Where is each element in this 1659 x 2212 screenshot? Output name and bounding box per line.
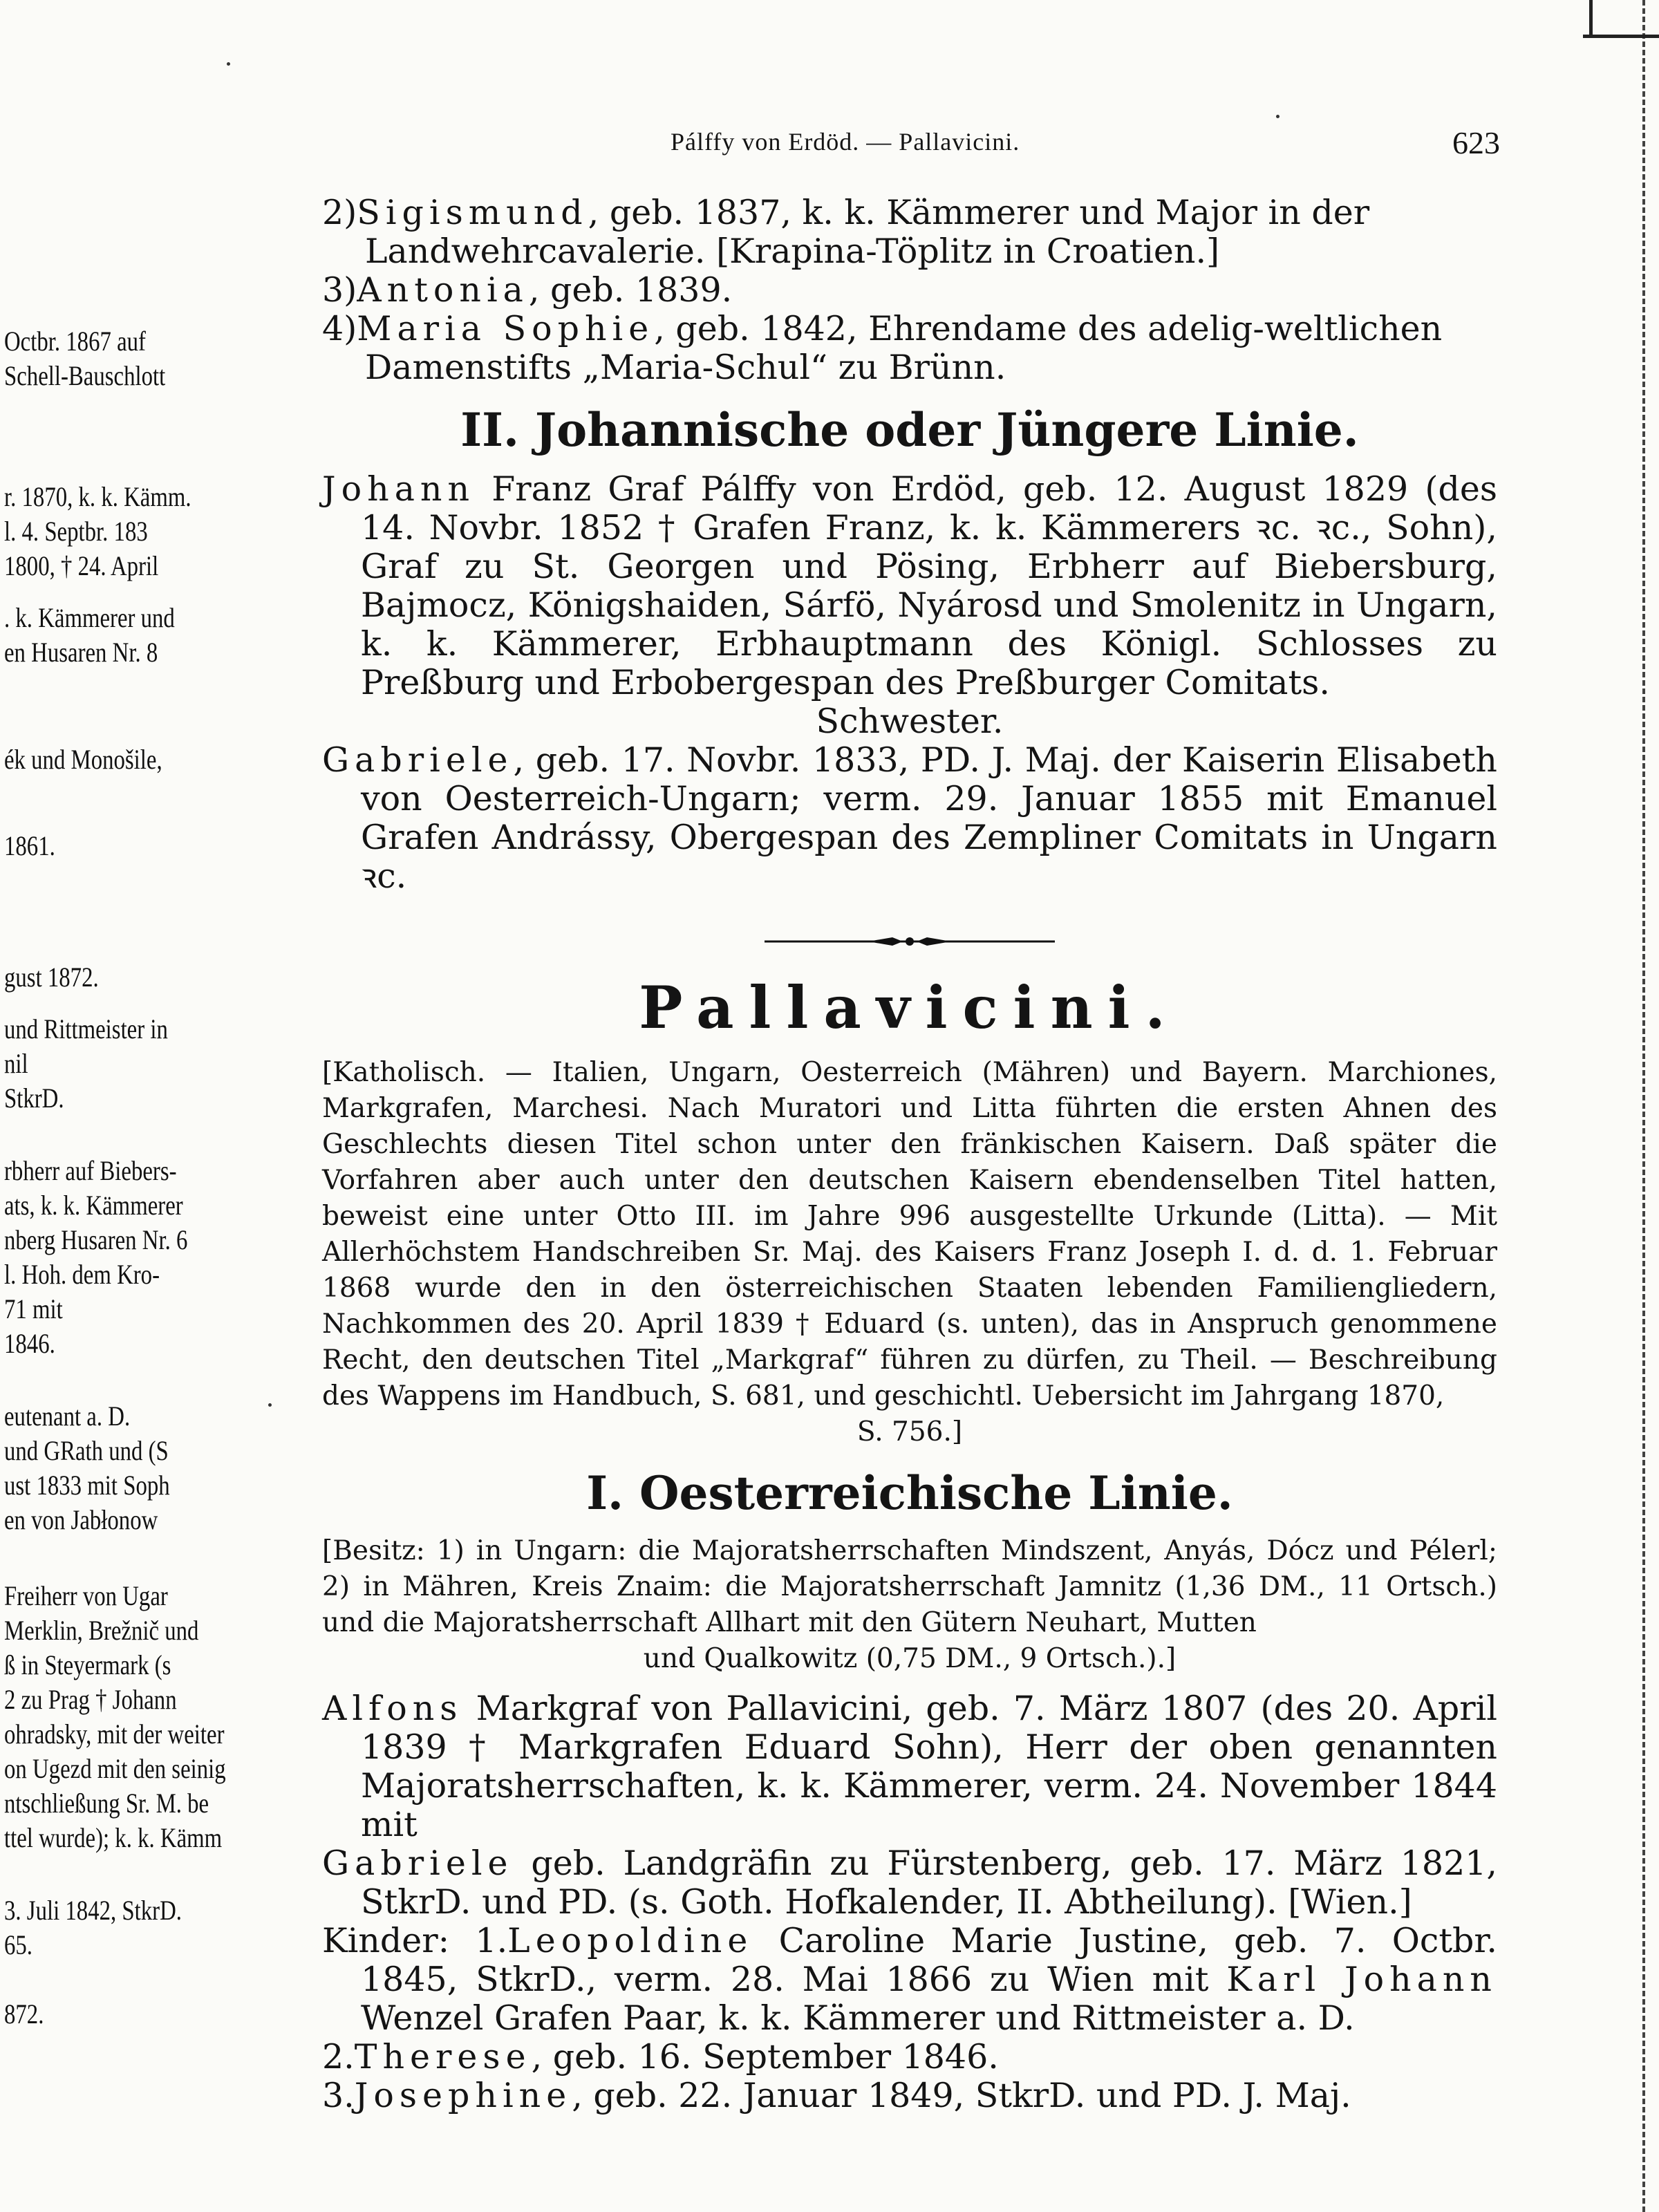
facing-page-fragment: 65. [4,1929,32,1960]
section-heading: I. Oesterreichische Linie. [586,1466,1233,1520]
section-heading: II. Johannische oder Jüngere Linie. [460,403,1359,457]
person-name: Josephine [354,2076,572,2115]
children-entry [322,1922,1497,2038]
facing-page-fragment: nil [4,1048,28,1079]
person-entry [322,1689,1497,1844]
facing-page-fragment: ust 1833 mit Soph [4,1470,170,1501]
page-body [322,194,1497,2115]
subheading-sister: Schwester. [816,702,1004,741]
facing-page-fragment: 2 zu Prag † Johann [4,1684,177,1715]
person-name: Sigismund [357,193,588,232]
person-name: Leopoldine [507,1921,753,1960]
estate-holdings [322,1533,1497,1677]
person-entry [322,470,1497,702]
facing-page-fragment: StkrD. [4,1082,64,1114]
item-number: 2) [322,193,357,232]
facing-page-fragment: l. 4. Septbr. 183 [4,516,148,547]
facing-page-fragment: en von Jabłonow [4,1504,158,1535]
speck [268,1403,272,1407]
person-name: Antonia [357,270,529,310]
facing-page-fragment: 3. Juli 1842, StkrD. [4,1895,182,1926]
facing-page-fragment: und GRath und (S [4,1435,169,1466]
facing-page-fragment: Schell-Bauschlott [4,360,166,391]
running-title: Pálffy von Erdöd. — Pallavicini. [671,128,1020,156]
facing-page-fragment: Freiherr von Ugar [4,1580,168,1611]
person-name: Maria Sophie [357,309,655,348]
entry-text: Markgraf von Pallavicini, geb. 7. März 1807 (des 20. April 1839 † Markgrafen Eduard Sohn), Herr der oben genannten Majoratsherrschaften, k. k. Kämmerer, verm. 24. November 1844 mit [361,1689,1497,1844]
entry-text: , geb. 22. Januar 1849, StkrD. und PD. J. Maj. [572,2076,1351,2115]
person-name: Alfons [322,1689,463,1728]
person-name: Gabriele [322,1844,514,1883]
item-number: 4) [322,309,357,348]
facing-page-fragment: 1800, † 24. April [4,550,159,581]
family-title: Pallavicini. [639,973,1181,1042]
facing-page-fragment: eutenant a. D. [4,1400,131,1432]
facing-page-fragment: nberg Husaren Nr. 6 [4,1224,188,1255]
facing-page-fragment: gust 1872. [4,962,99,993]
facing-page-fragment: ß in Steyermark (s [4,1649,171,1680]
person-entry [322,1844,1497,1922]
facing-page-fragment: on Ugezd mit den seinig [4,1753,226,1784]
spouse-name: Karl Johann [1226,1960,1497,1999]
entry-text: Franz Graf Pálffy von Erdöd, geb. 12. August 1829 (des 14. Novbr. 1852 † Grafen Franz, k. k. Kämmerers ꝛc. ꝛc., Sohn), Graf zu St. Georgen und Pösing, Erbherr auf Biebersburg, Bajmocz, Königshaiden, Sárfö, Nyárosd und Smolenitz in Ungarn, k. k. Kämmerer, Erbhauptmann des Königl. Schlosses zu Preßburg und Erbobergespan des Preßburger Comitats. [361,469,1497,702]
entry-text: Caroline Marie Justine, geb. 7. Octbr. 1845, StkrD., verm. 28. Mai 1866 zu Wien mit [361,1921,1497,1999]
speck [227,62,230,66]
facing-page-fragment: ék und Monošile, [4,744,162,775]
facing-page-fragment: 1846. [4,1328,55,1359]
person-name: Johann [322,469,476,509]
facing-page-fragment: rbherr auf Biebers- [4,1155,177,1186]
facing-page-fragment: 872. [4,1998,44,2030]
children-label: Kinder: [322,1921,476,1960]
item-text: , geb. 1842, Ehrendame des adelig-weltlichen Damenstifts „Maria-Schul“ zu Brünn. [365,309,1443,387]
person-entry [322,741,1497,896]
family-intro [322,1055,1497,1450]
facing-page-bleed [0,0,290,2212]
facing-page-fragment: und Rittmeister in [4,1013,168,1044]
facing-page-fragment: r. 1870, k. k. Kämm. [4,481,191,512]
page-edge-dashes [1642,0,1649,2212]
item-number: 1. [475,1921,508,1960]
crop-mark-vertical [1589,0,1593,38]
page-number: 623 [1452,125,1500,160]
entry-text: geb. Landgräfin zu Fürstenberg, geb. 17. März 1821, StkrD. und PD. (s. Goth. Hofkalender, II. Abtheilung). [Wien.] [361,1844,1497,1922]
item-text: , geb. 1839. [528,270,733,310]
entry-text: , geb. 17. Novbr. 1833, PD. J. Maj. der Kaiserin Elisabeth von Oesterreich-Ungarn; verm. 29. Januar 1855 mit Emanuel Grafen Andrássy, Obergespan des Zempliner Comitats in Ungarn ꝛc. [361,740,1497,896]
divider-ornament-icon [765,933,1055,950]
facing-page-fragment: 71 mit [4,1293,63,1324]
item-number: 3. [322,2076,355,2115]
list-item [322,194,1497,271]
facing-page-fragment: ohradsky, mit der weiter [4,1718,225,1750]
entry-text: Wenzel Grafen Paar, k. k. Kämmerer und Rittmeister a. D. [361,1998,1355,2038]
item-number: 2. [322,2037,355,2077]
facing-page-fragment: ats, k. k. Kämmerer [4,1190,183,1221]
intro-text: [Katholisch. — Italien, Ungarn, Oesterreich (Mähren) und Bayern. Marchiones, Markgrafen, Marchesi. Nach Muratori und Litta führten die ersten Ahnen des Geschlechts diesen Titel schon unter den fränkischen Kaisern. Daß später die Vorfahren aber auch unter den deutschen Kaisern ebendenselben Titel hatten, beweist eine unter Otto III. im Jahre 996 ausgestellte Urkunde (Litta). — Mit Allerhöchstem Handschreiben Sr. Maj. des Kaisers Franz Joseph I. d. d. 1. Februar 1868 wurde den in den österreichischen Staaten lebenden Familiengliedern, Nachkommen des 20. April 1839 † Eduard (s. unten), das in Anspruch genommene Recht, den deutschen Titel „Markgraf“ führen zu dürfen, zu Theil. — Beschreibung des Wappens im Handbuch, S. 681, und geschichtl. Uebersicht im Jahrgang 1870, [322,1057,1497,1412]
children-list-continued [322,194,1497,387]
item-number: 3) [322,270,357,310]
facing-page-fragment: l. Hoh. dem Kro- [4,1259,160,1290]
entry-text: , geb. 16. September 1846. [531,2037,999,2077]
facing-page-fragment: en Husaren Nr. 8 [4,637,158,668]
running-header [325,124,1500,166]
person-name: Gabriele [322,740,514,780]
children-entry [322,2038,1497,2077]
speck [1276,115,1280,118]
children-entry [322,2077,1497,2115]
intro-text-end: S. 756.] [856,1416,963,1447]
facing-page-fragment: . k. Kämmerer und [4,602,175,633]
list-item [322,271,1497,310]
facing-page-fragment: Merklin, Brežnič und [4,1615,199,1646]
holdings-text-end: und Qualkowitz (0,75 DM., 9 Ortsch.).] [643,1643,1177,1674]
facing-page-fragment: ttel wurde); k. k. Kämm [4,1822,223,1853]
person-name: Therese [354,2037,532,2077]
facing-page-fragment: Octbr. 1867 auf [4,326,146,357]
facing-page-fragment: 1861. [4,830,55,861]
item-text: , geb. 1837, k. k. Kämmerer und Major in der Landwehrcavalerie. [Krapina-Töplitz in Croatien.] [365,193,1370,271]
list-item [322,310,1497,387]
facing-page-fragment: ntschließung Sr. M. be [4,1788,209,1819]
holdings-text: [Besitz: 1) in Ungarn: die Majoratsherrschaften Mindszent, Anyás, Dócz und Pélerl; 2) in Mähren, Kreis Znaim: die Majoratsherrschaft Jamnitz (1,36 DM., 11 Ortsch.) und die Majoratsherrschaft Allhart mit den Gütern Neuhart, Mutten [322,1535,1497,1638]
section-divider-ornament [322,933,1497,950]
